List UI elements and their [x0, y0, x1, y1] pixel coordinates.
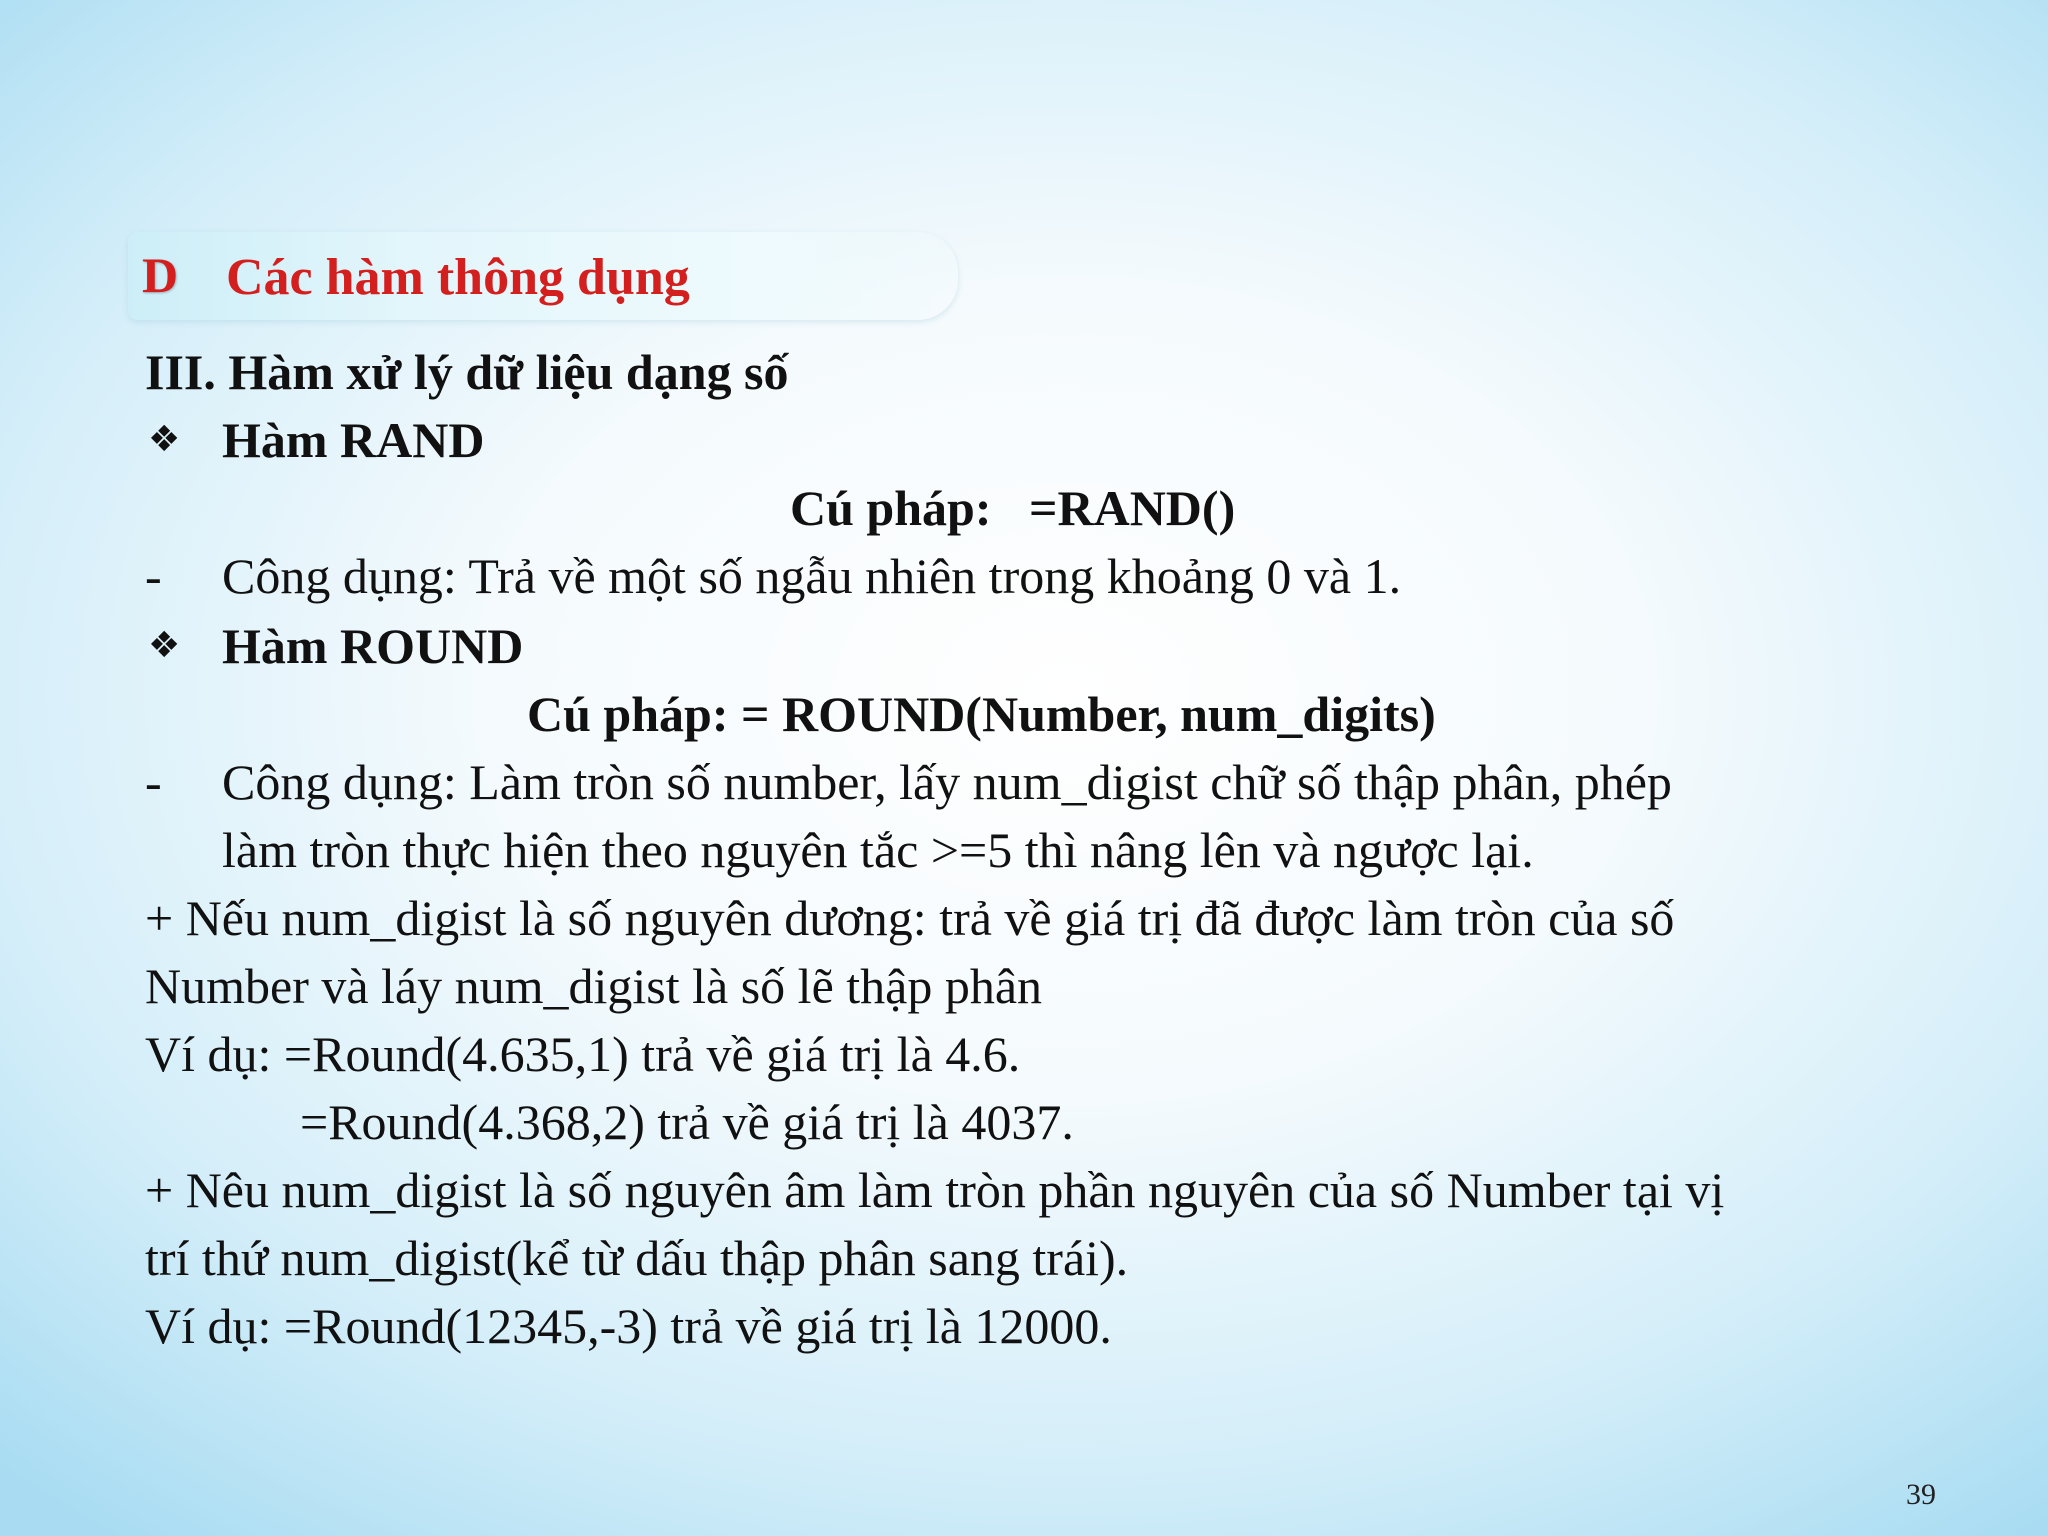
- section-letter-icon: D: [142, 247, 179, 303]
- rand-usage: Công dụng: Trả về một số ngẫu nhiên trong khoảng 0 và 1.: [222, 548, 1402, 604]
- page-number: 39: [1906, 1478, 1936, 1511]
- rand-title: Hàm RAND: [222, 412, 485, 468]
- negative-rule-line2: trí thứ num_digist(kể từ dấu thập phân sang trái).: [145, 1230, 1129, 1286]
- example1-line2: =Round(4.368,2) trả về giá trị là 4037.: [300, 1094, 1074, 1150]
- round-title: Hàm ROUND: [222, 618, 524, 674]
- positive-rule-line1: + Nếu num_digist là số nguyên dương: trả về giá trị đã được làm tròn của số: [145, 890, 1675, 946]
- dash-bullet: -: [145, 754, 162, 810]
- round-usage-line2: làm tròn thực hiện theo nguyên tắc >=5 thì nâng lên và ngược lại.: [222, 822, 1534, 878]
- diamond-bullet-icon: ❖: [148, 625, 181, 666]
- negative-rule-line1: + Nêu num_digist là số nguyên âm làm tròn phần nguyên của số Number tại vị: [145, 1162, 1725, 1218]
- rand-syntax: Cú pháp: =RAND(): [790, 480, 1236, 536]
- example2: Ví dụ: =Round(12345,-3) trả về giá trị là 12000.: [145, 1298, 1112, 1354]
- example1-line1: Ví dụ: =Round(4.635,1) trả về giá trị là 4.6.: [145, 1026, 1021, 1082]
- dash-bullet: -: [145, 548, 162, 604]
- positive-rule-line2: Number và láy num_digist là số lẽ thập phân: [145, 958, 1043, 1014]
- diamond-bullet-icon: ❖: [148, 419, 181, 460]
- round-syntax: Cú pháp: = ROUND(Number, num_digits): [527, 686, 1436, 742]
- round-usage-line1: Công dụng: Làm tròn số number, lấy num_digist chữ số thập phân, phép: [222, 754, 1672, 810]
- section-title: Các hàm thông dụng: [226, 249, 690, 306]
- section-header: [128, 232, 958, 320]
- heading: III. Hàm xử lý dữ liệu dạng số: [145, 344, 789, 400]
